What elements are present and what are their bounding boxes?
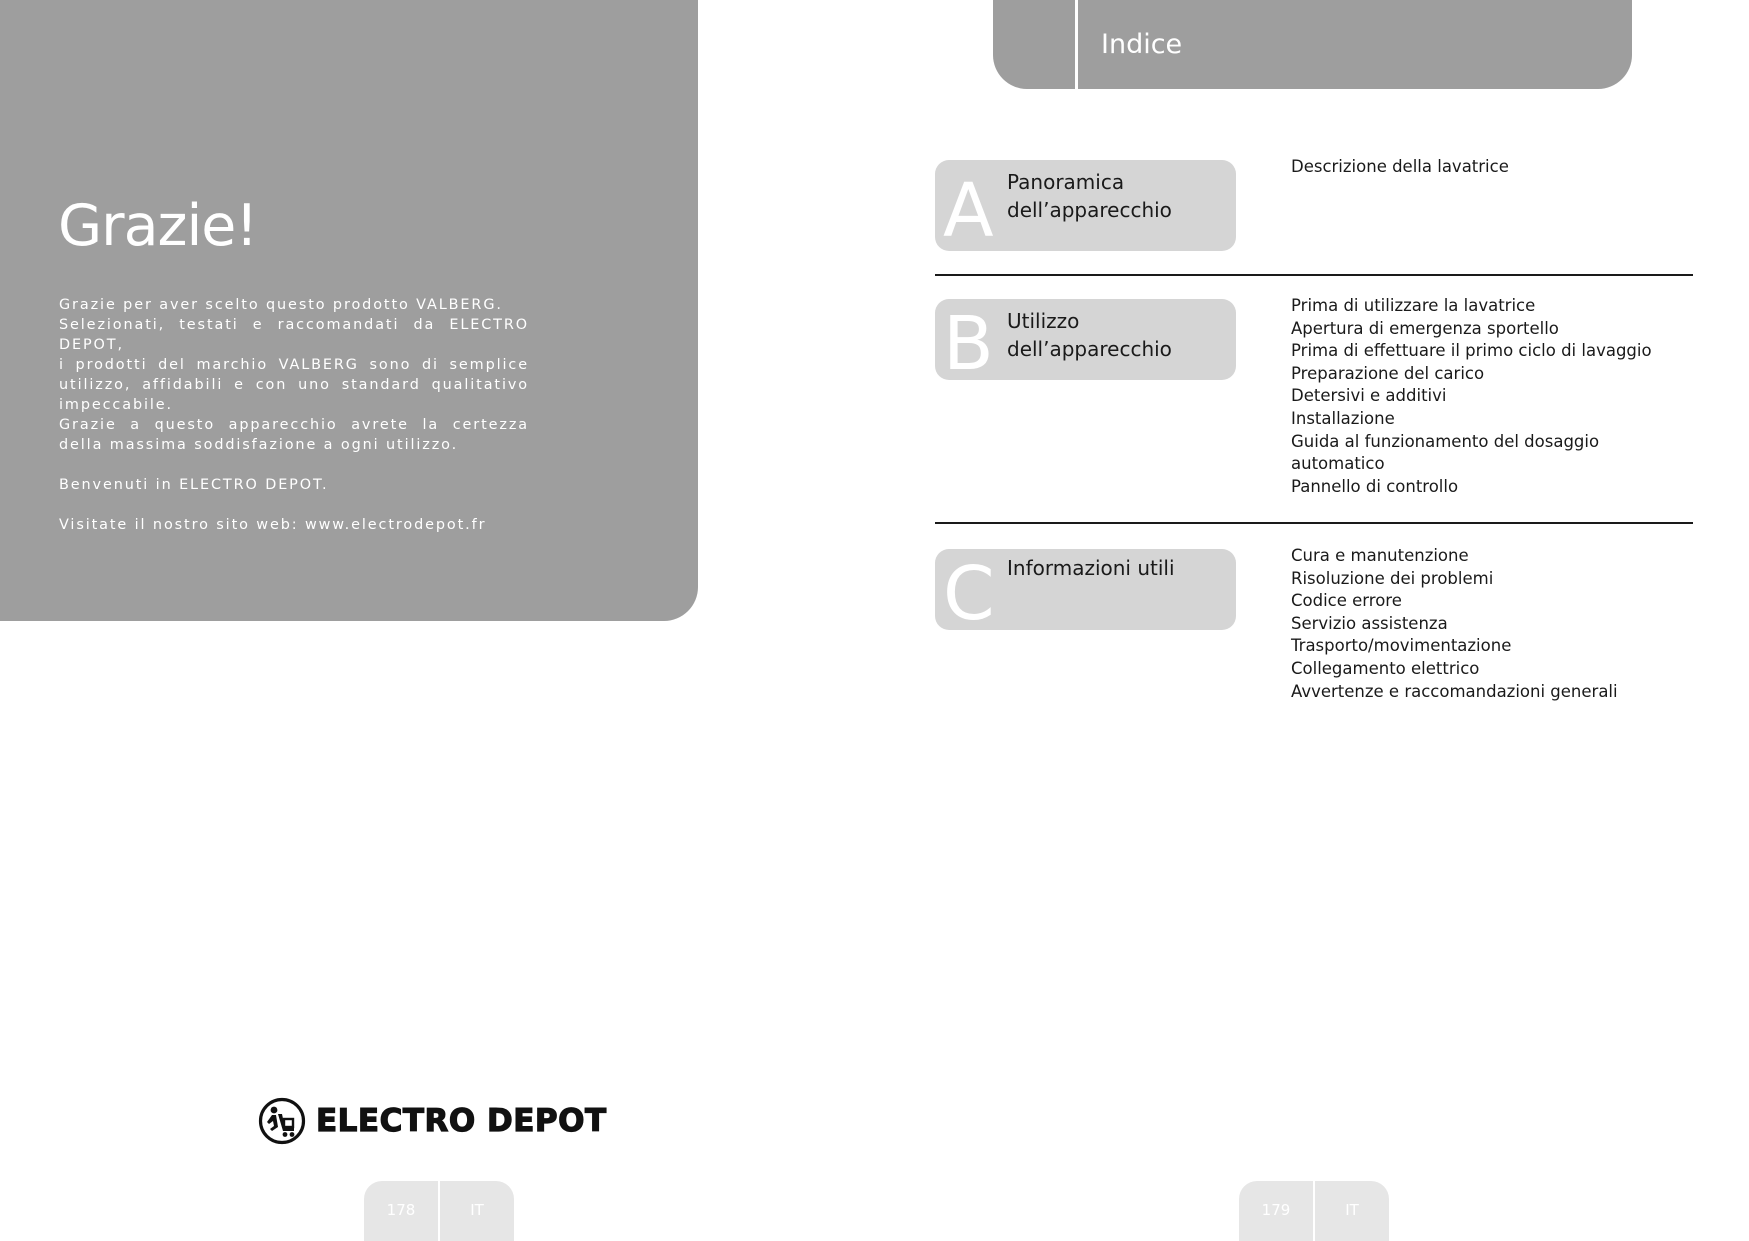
section-c-items xyxy=(1291,545,1711,703)
welcome-text: Benvenuti in ELECTRO DEPOT. xyxy=(59,477,329,493)
list-item: Preparazione del carico xyxy=(1291,363,1485,383)
language-code: IT xyxy=(470,1201,484,1219)
list-item: Prima di utilizzare la lavatrice xyxy=(1291,296,1536,315)
thanks-text xyxy=(59,295,529,535)
section-title: Panoramica dell’apparecchio xyxy=(1007,170,1172,222)
thanks-paragraph: i prodotti del marchio VALBERG sono di semplice utilizzo, affidabili e con uno standard qualitativo impeccabile. xyxy=(59,357,529,413)
divider-line xyxy=(935,274,1693,276)
list-item: Risoluzione dei problemi xyxy=(1291,568,1494,588)
thanks-paragraph: Grazie per aver scelto questo prodotto VALBERG. xyxy=(59,297,503,313)
list-item: Installazione xyxy=(1291,408,1395,428)
divider-line xyxy=(935,522,1693,524)
website-text: Visitate il nostro sito web: www.electrodepot.fr xyxy=(59,517,487,533)
list-item: Pannello di controllo xyxy=(1291,476,1459,496)
thanks-paragraph: Selezionati, testati e raccomandati da ELECTRO DEPOT, xyxy=(59,317,529,353)
section-title: Informazioni utili xyxy=(1007,556,1175,580)
list-item: Detersivi e additivi xyxy=(1291,386,1447,406)
list-item: Descrizione della lavatrice xyxy=(1291,157,1509,176)
page-number: 178 xyxy=(386,1201,416,1219)
page-number: 179 xyxy=(1261,1201,1291,1219)
section-letter: A xyxy=(943,168,994,251)
section-b-box xyxy=(935,299,1236,380)
electro-depot-cart-icon xyxy=(258,1097,306,1145)
page-number-tab xyxy=(1239,1181,1389,1241)
thanks-paragraph: Grazie a questo apparecchio avrete la certezza della massima soddisfazione a ogni utilizzo. xyxy=(59,417,529,453)
list-item: Servizio assistenza xyxy=(1291,613,1448,633)
brand-logo xyxy=(258,1097,607,1145)
header-divider xyxy=(1075,0,1078,89)
list-item: Guida al funzionamento del dosaggio automatico xyxy=(1291,431,1600,474)
list-item: Prima di effettuare il primo ciclo di lavaggio xyxy=(1291,341,1652,361)
language-code: IT xyxy=(1345,1201,1359,1219)
list-item: Collegamento elettrico xyxy=(1291,658,1480,678)
list-item: Avvertenze e raccomandazioni generali xyxy=(1291,681,1618,701)
brand-name: ELECTRO DEPOT xyxy=(316,1103,607,1139)
page-number-tab xyxy=(364,1181,514,1241)
section-title: Utilizzo dell’apparecchio xyxy=(1007,309,1172,361)
page-title: Grazie! xyxy=(58,193,258,259)
section-letter: C xyxy=(943,551,995,630)
section-a-items xyxy=(1291,156,1711,179)
section-b-items xyxy=(1291,295,1711,498)
list-item: Cura e manutenzione xyxy=(1291,546,1469,565)
section-c-box xyxy=(935,549,1236,630)
list-item: Apertura di emergenza sportello xyxy=(1291,318,1559,338)
section-letter: B xyxy=(943,301,994,380)
index-title: Indice xyxy=(1101,29,1183,60)
list-item: Codice errore xyxy=(1291,591,1402,611)
list-item: Trasporto/movimentazione xyxy=(1291,636,1512,656)
thanks-panel xyxy=(0,0,698,621)
section-a-box xyxy=(935,160,1236,251)
index-header xyxy=(993,0,1632,89)
